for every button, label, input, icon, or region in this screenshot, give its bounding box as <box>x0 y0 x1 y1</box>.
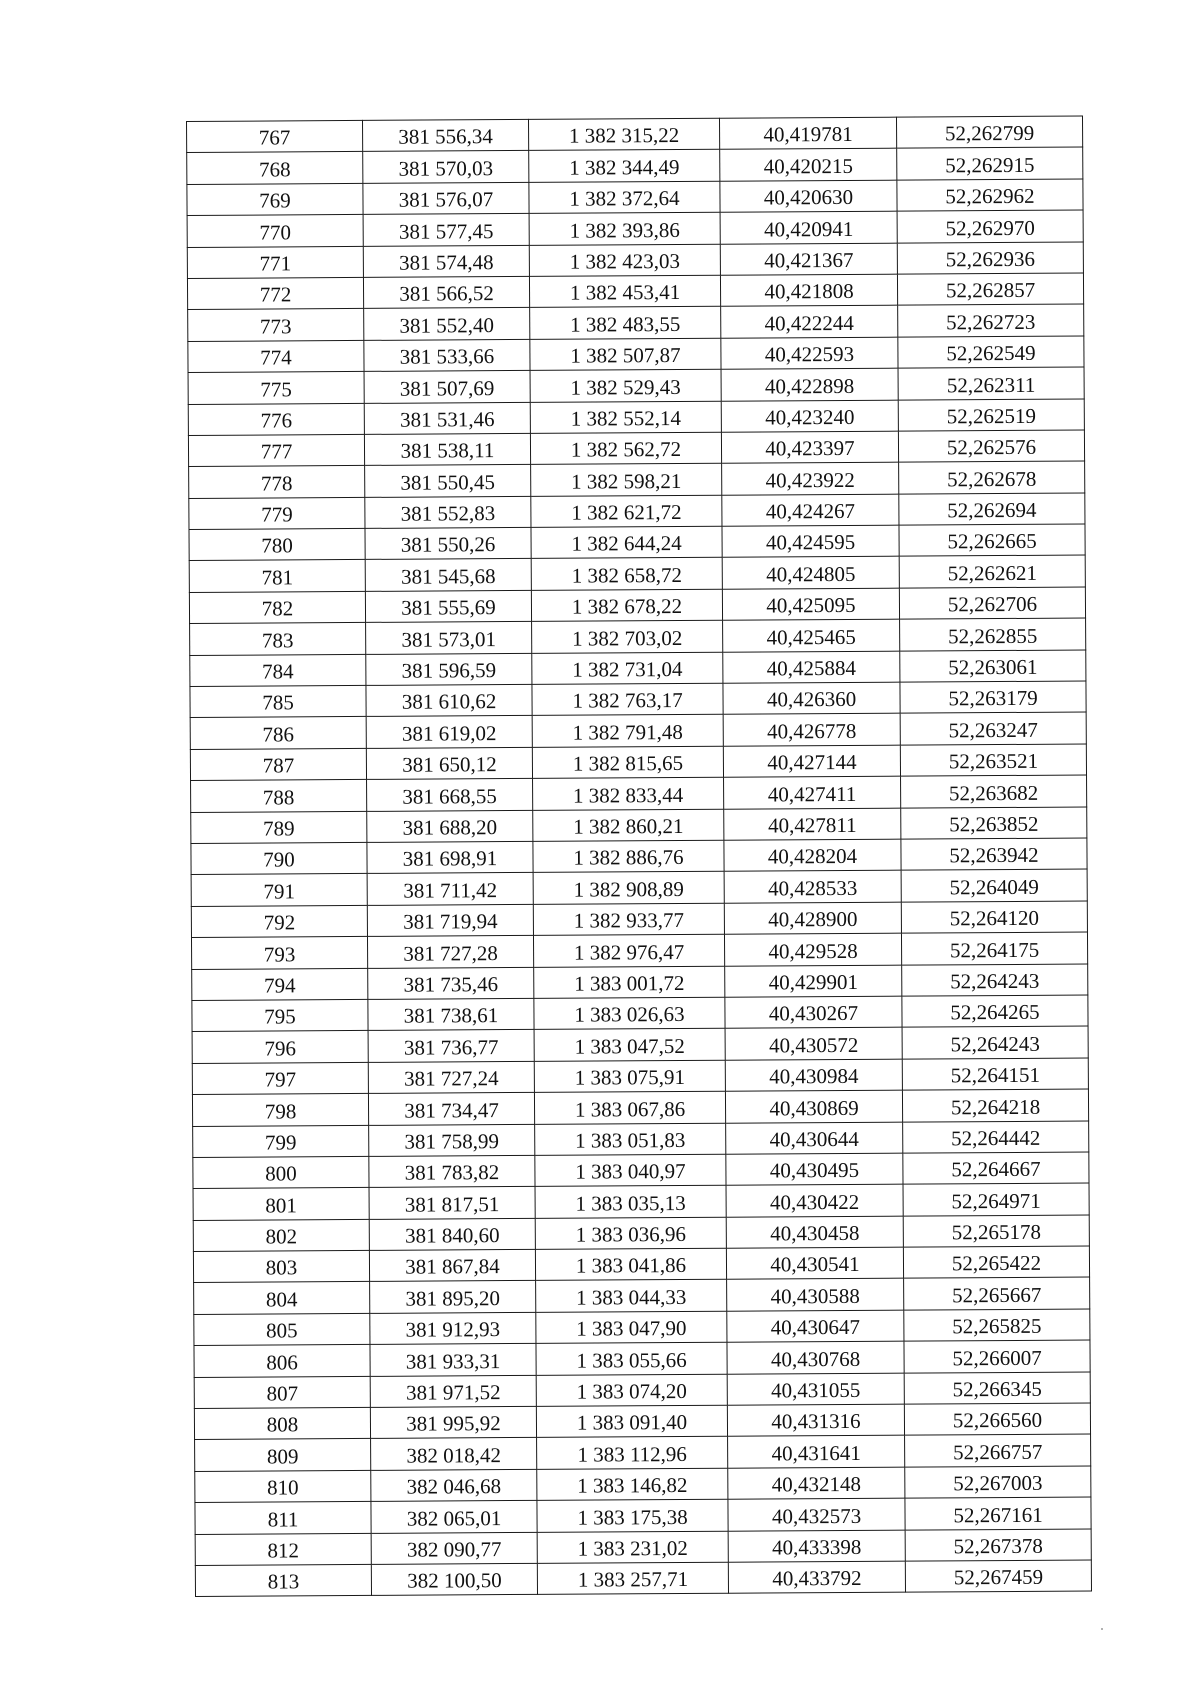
table-row <box>188 304 1084 341</box>
x-coordinate-cell: 381 555,69 <box>365 590 531 622</box>
point-number-cell: 804 <box>194 1282 370 1314</box>
point-number-cell: 782 <box>189 591 365 623</box>
table-row <box>192 1026 1088 1063</box>
point-number-cell: 788 <box>191 780 367 812</box>
longitude-cell: 40,430768 <box>727 1341 904 1373</box>
y-coordinate-cell: 1 382 886,76 <box>533 840 724 873</box>
table-row <box>190 618 1086 655</box>
coordinates-table <box>186 116 1092 1598</box>
x-coordinate-cell: 381 912,93 <box>370 1312 536 1344</box>
x-coordinate-cell: 382 018,42 <box>371 1438 537 1470</box>
x-coordinate-cell: 381 552,83 <box>365 496 531 528</box>
longitude-cell: 40,431055 <box>727 1373 904 1405</box>
x-coordinate-cell: 381 610,62 <box>366 684 532 716</box>
latitude-cell: 52,262549 <box>898 336 1084 369</box>
latitude-cell: 52,264049 <box>901 869 1087 902</box>
x-coordinate-cell: 381 556,34 <box>362 119 528 151</box>
table-row <box>192 1089 1088 1126</box>
point-number-cell: 776 <box>188 403 364 435</box>
table-row <box>192 995 1088 1032</box>
y-coordinate-cell: 1 383 044,33 <box>536 1280 727 1313</box>
longitude-cell: 40,427144 <box>723 745 900 777</box>
table-row <box>187 242 1083 279</box>
longitude-cell: 40,432573 <box>728 1498 905 1530</box>
point-number-cell: 792 <box>191 905 367 937</box>
longitude-cell: 40,431641 <box>728 1436 905 1468</box>
point-number-cell: 803 <box>193 1250 369 1282</box>
x-coordinate-cell: 381 734,47 <box>368 1092 534 1124</box>
x-coordinate-cell: 381 550,26 <box>365 527 531 559</box>
y-coordinate-cell: 1 383 067,86 <box>534 1091 725 1124</box>
longitude-cell: 40,430869 <box>725 1090 902 1122</box>
y-coordinate-cell: 1 382 423,03 <box>529 244 720 277</box>
point-number-cell: 795 <box>192 999 368 1031</box>
point-number-cell: 791 <box>191 874 367 906</box>
point-number-cell: 796 <box>192 1031 368 1063</box>
table-row <box>189 587 1085 624</box>
table-row <box>191 807 1087 844</box>
y-coordinate-cell: 1 382 552,14 <box>530 401 721 434</box>
longitude-cell: 40,427811 <box>724 808 901 840</box>
latitude-cell: 52,264442 <box>903 1121 1089 1154</box>
y-coordinate-cell: 1 383 055,66 <box>536 1342 727 1375</box>
latitude-cell: 52,262311 <box>898 367 1084 400</box>
point-number-cell: 769 <box>187 183 363 215</box>
y-coordinate-cell: 1 382 483,55 <box>530 307 721 340</box>
latitude-cell: 52,264971 <box>903 1183 1089 1216</box>
y-coordinate-cell: 1 383 146,82 <box>537 1468 728 1501</box>
scan-speck <box>1101 1628 1103 1630</box>
point-number-cell: 812 <box>195 1533 371 1565</box>
x-coordinate-cell: 381 867,84 <box>369 1249 535 1281</box>
y-coordinate-cell: 1 383 175,38 <box>537 1499 728 1532</box>
x-coordinate-cell: 381 545,68 <box>365 559 531 591</box>
x-coordinate-cell: 381 531,46 <box>364 402 530 434</box>
point-number-cell: 811 <box>195 1502 371 1534</box>
table-row <box>195 1560 1091 1597</box>
longitude-cell: 40,425884 <box>723 651 900 683</box>
y-coordinate-cell: 1 382 791,48 <box>532 715 723 748</box>
x-coordinate-cell: 381 933,31 <box>370 1344 536 1376</box>
coordinates-table-body <box>187 116 1092 1597</box>
table-row <box>194 1309 1090 1346</box>
x-coordinate-cell: 381 840,60 <box>369 1218 535 1250</box>
y-coordinate-cell: 1 383 041,86 <box>535 1248 726 1281</box>
point-number-cell: 771 <box>187 246 363 278</box>
table-row <box>195 1434 1091 1471</box>
longitude-cell: 40,422593 <box>721 337 898 369</box>
longitude-cell: 40,429528 <box>724 933 901 965</box>
y-coordinate-cell: 1 383 231,02 <box>537 1531 728 1564</box>
y-coordinate-cell: 1 382 453,41 <box>529 275 720 308</box>
x-coordinate-cell: 381 736,77 <box>368 1030 534 1062</box>
point-number-cell: 798 <box>192 1094 368 1126</box>
longitude-cell: 40,425465 <box>723 619 900 651</box>
table-row <box>188 430 1084 467</box>
table-row <box>187 210 1083 247</box>
latitude-cell: 52,262694 <box>899 493 1085 526</box>
longitude-cell: 40,425095 <box>722 588 899 620</box>
point-number-cell: 783 <box>190 623 366 655</box>
table-row <box>192 964 1088 1001</box>
latitude-cell: 52,263061 <box>900 650 1086 683</box>
x-coordinate-cell: 382 100,50 <box>371 1563 537 1595</box>
y-coordinate-cell: 1 382 815,65 <box>532 746 723 779</box>
table-row <box>190 744 1086 781</box>
latitude-cell: 52,264265 <box>902 995 1088 1028</box>
latitude-cell: 52,262915 <box>897 147 1083 180</box>
x-coordinate-cell: 381 566,52 <box>363 276 529 308</box>
x-coordinate-cell: 381 735,46 <box>368 967 534 999</box>
longitude-cell: 40,427411 <box>724 776 901 808</box>
y-coordinate-cell: 1 383 040,97 <box>535 1154 726 1187</box>
table-row <box>190 650 1086 687</box>
x-coordinate-cell: 382 046,68 <box>371 1469 537 1501</box>
latitude-cell: 52,263247 <box>900 712 1086 745</box>
longitude-cell: 40,419781 <box>719 117 896 149</box>
point-number-cell: 802 <box>193 1219 369 1251</box>
x-coordinate-cell: 381 817,51 <box>369 1187 535 1219</box>
table-row <box>189 493 1085 530</box>
latitude-cell: 52,265825 <box>904 1309 1090 1342</box>
y-coordinate-cell: 1 382 976,47 <box>533 934 724 967</box>
longitude-cell: 40,428900 <box>724 902 901 934</box>
latitude-cell: 52,262706 <box>899 587 1085 620</box>
longitude-cell: 40,424595 <box>722 525 899 557</box>
table-row <box>193 1183 1089 1220</box>
table-row <box>194 1277 1090 1314</box>
longitude-cell: 40,423922 <box>722 462 899 494</box>
y-coordinate-cell: 1 383 001,72 <box>534 966 725 999</box>
longitude-cell: 40,430422 <box>726 1184 903 1216</box>
latitude-cell: 52,267003 <box>905 1466 1091 1499</box>
point-number-cell: 773 <box>188 309 364 341</box>
latitude-cell: 52,262723 <box>898 304 1084 337</box>
x-coordinate-cell: 381 758,99 <box>369 1124 535 1156</box>
table-row <box>194 1372 1090 1409</box>
y-coordinate-cell: 1 382 763,17 <box>532 683 723 716</box>
longitude-cell: 40,428533 <box>724 871 901 903</box>
y-coordinate-cell: 1 383 112,96 <box>537 1437 728 1470</box>
table-row <box>195 1497 1091 1534</box>
latitude-cell: 52,262855 <box>900 618 1086 651</box>
latitude-cell: 52,263942 <box>901 838 1087 871</box>
x-coordinate-cell: 381 552,40 <box>364 308 530 340</box>
table-row <box>193 1152 1089 1189</box>
longitude-cell: 40,430644 <box>726 1122 903 1154</box>
table-row <box>190 712 1086 749</box>
latitude-cell: 52,263521 <box>900 744 1086 777</box>
table-row <box>188 336 1084 373</box>
x-coordinate-cell: 382 090,77 <box>371 1532 537 1564</box>
table-row <box>194 1340 1090 1377</box>
latitude-cell: 52,262519 <box>898 399 1084 432</box>
x-coordinate-cell: 381 971,52 <box>370 1375 536 1407</box>
x-coordinate-cell: 381 507,69 <box>364 371 530 403</box>
latitude-cell: 52,262665 <box>899 524 1085 557</box>
y-coordinate-cell: 1 383 257,71 <box>537 1562 728 1595</box>
longitude-cell: 40,422244 <box>721 306 898 338</box>
latitude-cell: 52,262678 <box>899 461 1085 494</box>
x-coordinate-cell: 381 711,42 <box>367 873 533 905</box>
y-coordinate-cell: 1 382 658,72 <box>531 558 722 591</box>
latitude-cell: 52,263179 <box>900 681 1086 714</box>
y-coordinate-cell: 1 383 075,91 <box>534 1060 725 1093</box>
table-row <box>193 1246 1089 1283</box>
latitude-cell: 52,264243 <box>902 964 1088 997</box>
latitude-cell: 52,264151 <box>902 1058 1088 1091</box>
table-row <box>187 273 1083 310</box>
table-row <box>189 524 1085 561</box>
longitude-cell: 40,424805 <box>722 557 899 589</box>
table-row <box>189 555 1085 592</box>
longitude-cell: 40,430647 <box>727 1310 904 1342</box>
x-coordinate-cell: 381 570,03 <box>363 151 529 183</box>
table-row <box>190 681 1086 718</box>
latitude-cell: 52,266007 <box>904 1340 1090 1373</box>
y-coordinate-cell: 1 382 393,86 <box>529 212 720 245</box>
latitude-cell: 52,262799 <box>896 116 1082 149</box>
y-coordinate-cell: 1 382 598,21 <box>531 464 722 497</box>
latitude-cell: 52,266757 <box>905 1434 1091 1467</box>
point-number-cell: 799 <box>193 1125 369 1157</box>
x-coordinate-cell: 382 065,01 <box>371 1501 537 1533</box>
table-row <box>187 179 1083 216</box>
longitude-cell: 40,420215 <box>720 149 897 181</box>
point-number-cell: 786 <box>190 717 366 749</box>
longitude-cell: 40,430495 <box>726 1153 903 1185</box>
x-coordinate-cell: 381 573,01 <box>366 622 532 654</box>
latitude-cell: 52,264667 <box>903 1152 1089 1185</box>
x-coordinate-cell: 381 719,94 <box>367 904 533 936</box>
point-number-cell: 781 <box>189 560 365 592</box>
latitude-cell: 52,262857 <box>897 273 1083 306</box>
latitude-cell: 52,263852 <box>901 807 1087 840</box>
y-coordinate-cell: 1 383 047,90 <box>536 1311 727 1344</box>
latitude-cell: 52,263682 <box>901 775 1087 808</box>
longitude-cell: 40,420941 <box>720 211 897 243</box>
table-row <box>195 1529 1091 1566</box>
point-number-cell: 800 <box>193 1156 369 1188</box>
point-number-cell: 808 <box>194 1407 370 1439</box>
y-coordinate-cell: 1 382 833,44 <box>533 777 724 810</box>
latitude-cell: 52,264175 <box>901 932 1087 965</box>
x-coordinate-cell: 381 538,11 <box>364 433 530 465</box>
table-row <box>188 367 1084 404</box>
latitude-cell: 52,265178 <box>903 1215 1089 1248</box>
point-number-cell: 779 <box>189 497 365 529</box>
latitude-cell: 52,262962 <box>897 179 1083 212</box>
longitude-cell: 40,430984 <box>725 1059 902 1091</box>
y-coordinate-cell: 1 382 344,49 <box>529 150 720 183</box>
x-coordinate-cell: 381 895,20 <box>370 1281 536 1313</box>
point-number-cell: 805 <box>194 1313 370 1345</box>
table-row <box>188 399 1084 436</box>
table-row <box>195 1466 1091 1503</box>
point-number-cell: 777 <box>188 434 364 466</box>
x-coordinate-cell: 381 995,92 <box>370 1406 536 1438</box>
longitude-cell: 40,432148 <box>728 1467 905 1499</box>
x-coordinate-cell: 381 576,07 <box>363 182 529 214</box>
y-coordinate-cell: 1 382 860,21 <box>533 809 724 842</box>
y-coordinate-cell: 1 382 621,72 <box>531 495 722 528</box>
y-coordinate-cell: 1 383 091,40 <box>536 1405 727 1438</box>
latitude-cell: 52,262621 <box>899 555 1085 588</box>
x-coordinate-cell: 381 727,24 <box>368 1061 534 1093</box>
longitude-cell: 40,431316 <box>727 1404 904 1436</box>
longitude-cell: 40,433792 <box>728 1561 905 1593</box>
table-row <box>194 1403 1090 1440</box>
table-row <box>187 147 1083 184</box>
x-coordinate-cell: 381 688,20 <box>367 810 533 842</box>
y-coordinate-cell: 1 382 644,24 <box>531 526 722 559</box>
longitude-cell: 40,423240 <box>721 400 898 432</box>
point-number-cell: 785 <box>190 685 366 717</box>
longitude-cell: 40,428204 <box>724 839 901 871</box>
latitude-cell: 52,266560 <box>904 1403 1090 1436</box>
y-coordinate-cell: 1 383 035,13 <box>535 1186 726 1219</box>
longitude-cell: 40,430588 <box>727 1279 904 1311</box>
y-coordinate-cell: 1 383 051,83 <box>535 1123 726 1156</box>
point-number-cell: 809 <box>195 1439 371 1471</box>
table-row <box>191 775 1087 812</box>
latitude-cell: 52,267161 <box>905 1497 1091 1530</box>
y-coordinate-cell: 1 382 933,77 <box>533 903 724 936</box>
x-coordinate-cell: 381 574,48 <box>363 245 529 277</box>
point-number-cell: 794 <box>192 968 368 1000</box>
longitude-cell: 40,421808 <box>720 274 897 306</box>
y-coordinate-cell: 1 382 703,02 <box>532 620 723 653</box>
x-coordinate-cell: 381 738,61 <box>368 998 534 1030</box>
point-number-cell: 789 <box>191 811 367 843</box>
longitude-cell: 40,433398 <box>728 1530 905 1562</box>
x-coordinate-cell: 381 550,45 <box>365 465 531 497</box>
latitude-cell: 52,264243 <box>902 1026 1088 1059</box>
longitude-cell: 40,424267 <box>722 494 899 526</box>
x-coordinate-cell: 381 668,55 <box>367 779 533 811</box>
point-number-cell: 801 <box>193 1188 369 1220</box>
longitude-cell: 40,421367 <box>720 243 897 275</box>
longitude-cell: 40,426360 <box>723 682 900 714</box>
point-number-cell: 807 <box>194 1376 370 1408</box>
y-coordinate-cell: 1 382 372,64 <box>529 181 720 214</box>
latitude-cell: 52,266345 <box>904 1372 1090 1405</box>
y-coordinate-cell: 1 382 507,87 <box>530 338 721 371</box>
y-coordinate-cell: 1 383 026,63 <box>534 997 725 1030</box>
point-number-cell: 778 <box>189 466 365 498</box>
y-coordinate-cell: 1 382 529,43 <box>530 369 721 402</box>
table-row <box>193 1215 1089 1252</box>
table-row <box>191 838 1087 875</box>
y-coordinate-cell: 1 383 036,96 <box>535 1217 726 1250</box>
point-number-cell: 775 <box>188 372 364 404</box>
longitude-cell: 40,430572 <box>725 1027 902 1059</box>
table-row <box>191 869 1087 906</box>
table-row <box>189 461 1085 498</box>
longitude-cell: 40,430267 <box>725 996 902 1028</box>
table-row <box>193 1121 1089 1158</box>
latitude-cell: 52,262970 <box>897 210 1083 243</box>
latitude-cell: 52,265667 <box>904 1277 1090 1310</box>
latitude-cell: 52,262576 <box>898 430 1084 463</box>
longitude-cell: 40,430458 <box>726 1216 903 1248</box>
point-number-cell: 767 <box>187 120 363 152</box>
x-coordinate-cell: 381 596,59 <box>366 653 532 685</box>
longitude-cell: 40,430541 <box>726 1247 903 1279</box>
table-row <box>187 116 1083 153</box>
y-coordinate-cell: 1 383 047,52 <box>534 1029 725 1062</box>
point-number-cell: 772 <box>187 277 363 309</box>
longitude-cell: 40,429901 <box>725 965 902 997</box>
latitude-cell: 52,262936 <box>897 242 1083 275</box>
longitude-cell: 40,422898 <box>721 368 898 400</box>
point-number-cell: 787 <box>190 748 366 780</box>
latitude-cell: 52,264120 <box>901 901 1087 934</box>
y-coordinate-cell: 1 382 908,89 <box>533 872 724 905</box>
point-number-cell: 813 <box>195 1564 371 1596</box>
table-row <box>191 932 1087 969</box>
latitude-cell: 52,264218 <box>902 1089 1088 1122</box>
y-coordinate-cell: 1 382 678,22 <box>531 589 722 622</box>
point-number-cell: 806 <box>194 1345 370 1377</box>
y-coordinate-cell: 1 383 074,20 <box>536 1374 727 1407</box>
point-number-cell: 780 <box>189 528 365 560</box>
point-number-cell: 784 <box>190 654 366 686</box>
x-coordinate-cell: 381 577,45 <box>363 214 529 246</box>
longitude-cell: 40,420630 <box>720 180 897 212</box>
point-number-cell: 810 <box>195 1470 371 1502</box>
longitude-cell: 40,426778 <box>723 714 900 746</box>
latitude-cell: 52,267378 <box>905 1529 1091 1562</box>
y-coordinate-cell: 1 382 731,04 <box>532 652 723 685</box>
x-coordinate-cell: 381 650,12 <box>366 747 532 779</box>
point-number-cell: 770 <box>187 215 363 247</box>
table-row <box>192 1058 1088 1095</box>
x-coordinate-cell: 381 783,82 <box>369 1155 535 1187</box>
x-coordinate-cell: 381 727,28 <box>367 936 533 968</box>
point-number-cell: 768 <box>187 152 363 184</box>
table-row <box>191 901 1087 938</box>
longitude-cell: 40,423397 <box>721 431 898 463</box>
point-number-cell: 774 <box>188 340 364 372</box>
latitude-cell: 52,265422 <box>903 1246 1089 1279</box>
y-coordinate-cell: 1 382 562,72 <box>530 432 721 465</box>
point-number-cell: 797 <box>192 1062 368 1094</box>
latitude-cell: 52,267459 <box>905 1560 1091 1593</box>
point-number-cell: 793 <box>191 937 367 969</box>
point-number-cell: 790 <box>191 842 367 874</box>
x-coordinate-cell: 381 698,91 <box>367 841 533 873</box>
x-coordinate-cell: 381 619,02 <box>366 716 532 748</box>
y-coordinate-cell: 1 382 315,22 <box>528 118 719 151</box>
x-coordinate-cell: 381 533,66 <box>364 339 530 371</box>
